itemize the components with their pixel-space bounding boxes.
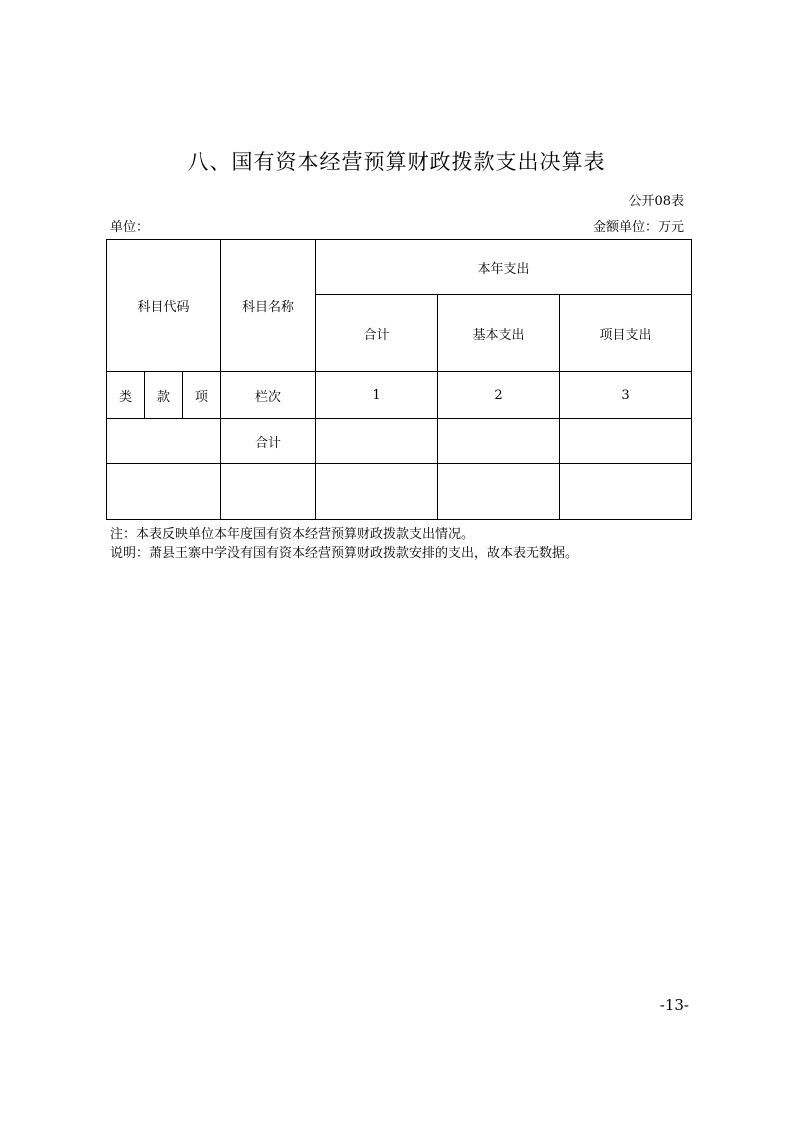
header-kuan: 款 [145,372,183,419]
budget-expense-table [106,239,692,520]
amount-unit-label: 金额单位：万元 [592,220,684,235]
notes-block [110,525,578,563]
table-row-empty [107,464,692,520]
page-number: -13- [659,996,689,1014]
note-text: 注：本表反映单位本年度国有资本经营预算财政拨款支出情况。 [110,527,475,542]
total-row-label: 合计 [221,419,316,464]
header-lanci: 栏次 [221,372,316,419]
total-project-cell [560,419,692,464]
header-project-expense: 项目支出 [560,295,692,372]
explanation-text: 说明：萧县王寨中学没有国有资本经营预算财政拨款安排的支出，故本表无数据。 [110,546,579,561]
empty-project-cell [560,464,692,520]
header-lei: 类 [107,372,145,419]
empty-name-cell [221,464,316,520]
total-basic-cell [438,419,560,464]
empty-basic-cell [438,464,560,520]
form-number: 公开08表 [628,194,684,209]
total-code-cell [107,419,221,464]
header-basic-expense: 基本支出 [438,295,560,372]
header-subject-name: 科目名称 [221,240,316,372]
empty-total-cell [316,464,438,520]
unit-label: 单位： [110,220,150,235]
column-index-2: 2 [438,372,560,419]
table-row-total [107,419,692,464]
header-total: 合计 [316,295,438,372]
column-index-1: 1 [316,372,438,419]
header-xiang: 项 [183,372,221,419]
page-title: 八、国有资本经营预算财政拨款支出决算表 [187,150,606,174]
total-amount-cell [316,419,438,464]
empty-code-cell [107,464,221,520]
header-current-year-expense: 本年支出 [316,240,692,295]
column-index-3: 3 [560,372,692,419]
header-subject-code: 科目代码 [107,240,221,372]
